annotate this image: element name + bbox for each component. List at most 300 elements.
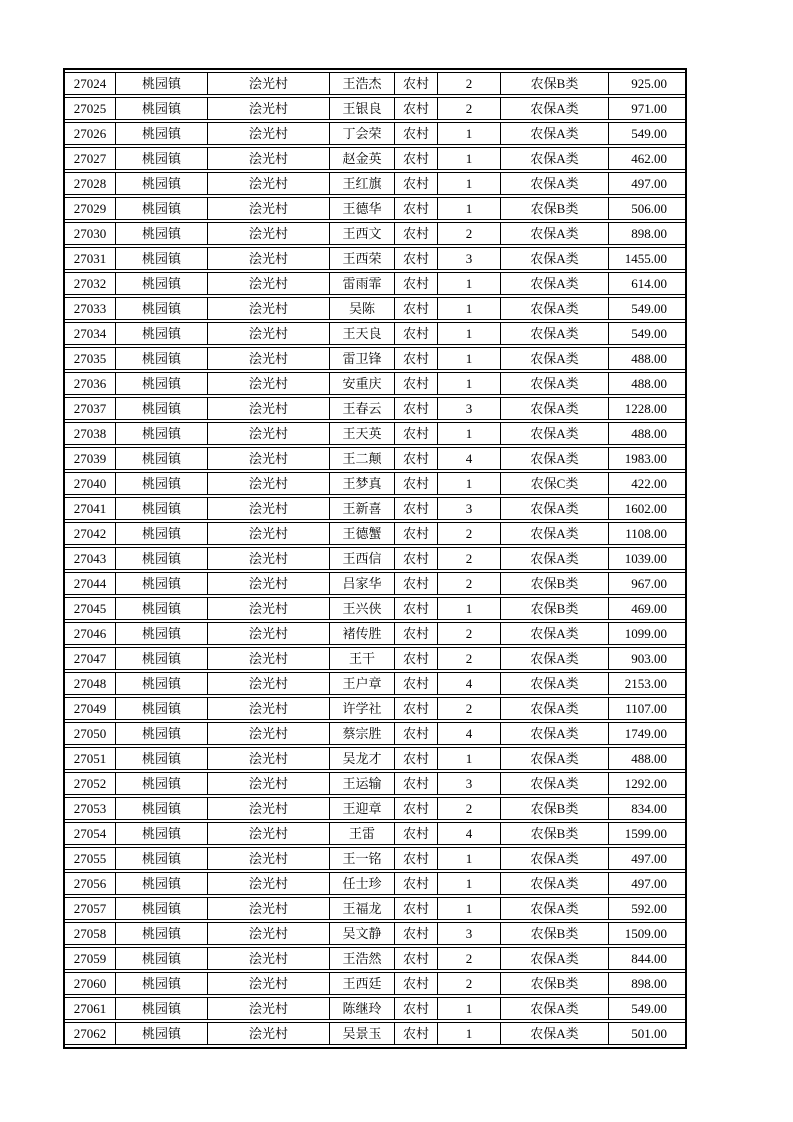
insurance-type: 农保C类: [500, 472, 608, 495]
table-row: [65, 872, 685, 895]
amount: 1509.00: [608, 922, 685, 945]
record-id: 27043: [65, 547, 115, 570]
category: 农村: [394, 522, 437, 545]
insurance-type: 农保A类: [500, 147, 608, 170]
record-id: 27028: [65, 172, 115, 195]
amount: 506.00: [608, 197, 685, 220]
table-row: [65, 797, 685, 820]
insurance-type: 农保A类: [500, 1022, 608, 1045]
town: 桃园镇: [115, 1022, 207, 1045]
village: 浍光村: [207, 122, 329, 145]
person-count: 2: [437, 697, 500, 720]
village: 浍光村: [207, 297, 329, 320]
person-count: 1: [437, 472, 500, 495]
person-count: 2: [437, 947, 500, 970]
person-count: 3: [437, 247, 500, 270]
insurance-type: 农保A类: [500, 247, 608, 270]
person-name: 赵金英: [329, 147, 394, 170]
table-row: [65, 647, 685, 670]
person-count: 1: [437, 272, 500, 295]
town: 桃园镇: [115, 747, 207, 770]
person-count: 2: [437, 647, 500, 670]
person-count: 1: [437, 197, 500, 220]
category: 农村: [394, 122, 437, 145]
category: 农村: [394, 347, 437, 370]
person-name: 王兴侠: [329, 597, 394, 620]
village: 浍光村: [207, 322, 329, 345]
town: 桃园镇: [115, 997, 207, 1020]
amount: 501.00: [608, 1022, 685, 1045]
category: 农村: [394, 447, 437, 470]
amount: 614.00: [608, 272, 685, 295]
record-id: 27059: [65, 947, 115, 970]
town: 桃园镇: [115, 147, 207, 170]
insurance-type: 农保A类: [500, 622, 608, 645]
table-row: [65, 997, 685, 1020]
town: 桃园镇: [115, 522, 207, 545]
record-id: 27024: [65, 72, 115, 95]
town: 桃园镇: [115, 97, 207, 120]
table-row: [65, 547, 685, 570]
record-id: 27062: [65, 1022, 115, 1045]
village: 浍光村: [207, 447, 329, 470]
town: 桃园镇: [115, 372, 207, 395]
category: 农村: [394, 497, 437, 520]
table-row: [65, 122, 685, 145]
person-count: 4: [437, 822, 500, 845]
town: 桃园镇: [115, 972, 207, 995]
table-row: [65, 97, 685, 120]
insurance-type: 农保A类: [500, 122, 608, 145]
town: 桃园镇: [115, 297, 207, 320]
category: 农村: [394, 972, 437, 995]
person-name: 王春云: [329, 397, 394, 420]
village: 浍光村: [207, 997, 329, 1020]
table-row: [65, 622, 685, 645]
town: 桃园镇: [115, 172, 207, 195]
insurance-type: 农保A类: [500, 897, 608, 920]
table-row: [65, 522, 685, 545]
person-name: 吴景玉: [329, 1022, 394, 1045]
category: 农村: [394, 197, 437, 220]
category: 农村: [394, 797, 437, 820]
category: 农村: [394, 1022, 437, 1045]
record-id: 27046: [65, 622, 115, 645]
village: 浍光村: [207, 1022, 329, 1045]
town: 桃园镇: [115, 122, 207, 145]
amount: 488.00: [608, 347, 685, 370]
category: 农村: [394, 572, 437, 595]
record-id: 27050: [65, 722, 115, 745]
record-id: 27058: [65, 922, 115, 945]
amount: 592.00: [608, 897, 685, 920]
table-row: [65, 947, 685, 970]
person-name: 雷卫锋: [329, 347, 394, 370]
category: 农村: [394, 897, 437, 920]
amount: 549.00: [608, 297, 685, 320]
village: 浍光村: [207, 497, 329, 520]
amount: 469.00: [608, 597, 685, 620]
table-row: [65, 722, 685, 745]
record-id: 27029: [65, 197, 115, 220]
person-count: 2: [437, 522, 500, 545]
person-name: 吴龙才: [329, 747, 394, 770]
town: 桃园镇: [115, 897, 207, 920]
person-name: 蔡宗胜: [329, 722, 394, 745]
insurance-type: 农保A类: [500, 222, 608, 245]
insurance-type: 农保A类: [500, 372, 608, 395]
person-name: 王西廷: [329, 972, 394, 995]
insurance-type: 农保A类: [500, 422, 608, 445]
town: 桃园镇: [115, 572, 207, 595]
category: 农村: [394, 472, 437, 495]
person-count: 1: [437, 372, 500, 395]
town: 桃园镇: [115, 622, 207, 645]
village: 浍光村: [207, 772, 329, 795]
category: 农村: [394, 297, 437, 320]
insurance-type: 农保A类: [500, 272, 608, 295]
village: 浍光村: [207, 197, 329, 220]
amount: 1983.00: [608, 447, 685, 470]
person-name: 王西文: [329, 222, 394, 245]
table-row: [65, 922, 685, 945]
category: 农村: [394, 422, 437, 445]
village: 浍光村: [207, 572, 329, 595]
table-row: [65, 1022, 685, 1045]
village: 浍光村: [207, 597, 329, 620]
record-id: 27037: [65, 397, 115, 420]
amount: 1749.00: [608, 722, 685, 745]
person-count: 3: [437, 497, 500, 520]
record-id: 27060: [65, 972, 115, 995]
village: 浍光村: [207, 172, 329, 195]
insurance-type: 农保A类: [500, 497, 608, 520]
person-count: 2: [437, 622, 500, 645]
village: 浍光村: [207, 547, 329, 570]
person-name: 吴文静: [329, 922, 394, 945]
record-id: 27061: [65, 997, 115, 1020]
village: 浍光村: [207, 422, 329, 445]
amount: 1455.00: [608, 247, 685, 270]
village: 浍光村: [207, 747, 329, 770]
insurance-type: 农保A类: [500, 647, 608, 670]
category: 农村: [394, 622, 437, 645]
record-id: 27054: [65, 822, 115, 845]
table-body: [65, 72, 685, 1045]
table-row: [65, 297, 685, 320]
person-name: 王浩然: [329, 947, 394, 970]
village: 浍光村: [207, 847, 329, 870]
amount: 1108.00: [608, 522, 685, 545]
category: 农村: [394, 672, 437, 695]
village: 浍光村: [207, 822, 329, 845]
person-count: 1: [437, 147, 500, 170]
village: 浍光村: [207, 922, 329, 945]
insurance-type: 农保A类: [500, 697, 608, 720]
person-count: 1: [437, 322, 500, 345]
town: 桃园镇: [115, 197, 207, 220]
village: 浍光村: [207, 972, 329, 995]
insurance-type: 农保A类: [500, 872, 608, 895]
record-id: 27033: [65, 297, 115, 320]
table-row: [65, 472, 685, 495]
town: 桃园镇: [115, 472, 207, 495]
category: 农村: [394, 997, 437, 1020]
person-count: 1: [437, 997, 500, 1020]
town: 桃园镇: [115, 72, 207, 95]
table-row: [65, 172, 685, 195]
town: 桃园镇: [115, 722, 207, 745]
record-id: 27049: [65, 697, 115, 720]
amount: 925.00: [608, 72, 685, 95]
town: 桃园镇: [115, 497, 207, 520]
record-id: 27027: [65, 147, 115, 170]
record-id: 27042: [65, 522, 115, 545]
person-name: 王迎章: [329, 797, 394, 820]
amount: 1599.00: [608, 822, 685, 845]
person-count: 2: [437, 572, 500, 595]
insurance-type: 农保B类: [500, 797, 608, 820]
person-name: 王德蟹: [329, 522, 394, 545]
person-name: 王西信: [329, 547, 394, 570]
record-id: 27031: [65, 247, 115, 270]
town: 桃园镇: [115, 947, 207, 970]
insurance-type: 农保A类: [500, 747, 608, 770]
village: 浍光村: [207, 222, 329, 245]
town: 桃园镇: [115, 272, 207, 295]
person-name: 丁会荣: [329, 122, 394, 145]
amount: 903.00: [608, 647, 685, 670]
town: 桃园镇: [115, 772, 207, 795]
person-name: 吴陈: [329, 297, 394, 320]
table-row: [65, 247, 685, 270]
insurance-type: 农保A类: [500, 397, 608, 420]
person-count: 1: [437, 1022, 500, 1045]
insurance-type: 农保A类: [500, 997, 608, 1020]
person-name: 安重庆: [329, 372, 394, 395]
amount: 488.00: [608, 372, 685, 395]
person-name: 王西荣: [329, 247, 394, 270]
person-count: 1: [437, 172, 500, 195]
table-row: [65, 222, 685, 245]
person-count: 2: [437, 97, 500, 120]
category: 农村: [394, 547, 437, 570]
person-count: 4: [437, 722, 500, 745]
table-row: [65, 397, 685, 420]
person-count: 1: [437, 297, 500, 320]
insurance-type: 农保A类: [500, 722, 608, 745]
category: 农村: [394, 97, 437, 120]
person-count: 1: [437, 747, 500, 770]
village: 浍光村: [207, 347, 329, 370]
amount: 1228.00: [608, 397, 685, 420]
insurance-type: 农保A类: [500, 522, 608, 545]
person-count: 3: [437, 397, 500, 420]
insurance-type: 农保A类: [500, 97, 608, 120]
table-row: [65, 847, 685, 870]
person-count: 1: [437, 847, 500, 870]
person-count: 4: [437, 447, 500, 470]
person-count: 4: [437, 672, 500, 695]
amount: 549.00: [608, 122, 685, 145]
category: 农村: [394, 147, 437, 170]
person-count: 1: [437, 422, 500, 445]
amount: 844.00: [608, 947, 685, 970]
amount: 834.00: [608, 797, 685, 820]
town: 桃园镇: [115, 397, 207, 420]
amount: 497.00: [608, 847, 685, 870]
town: 桃园镇: [115, 347, 207, 370]
amount: 1039.00: [608, 547, 685, 570]
insurance-type: 农保B类: [500, 972, 608, 995]
insurance-type: 农保B类: [500, 922, 608, 945]
record-id: 27032: [65, 272, 115, 295]
record-id: 27056: [65, 872, 115, 895]
category: 农村: [394, 272, 437, 295]
category: 农村: [394, 397, 437, 420]
insurance-type: 农保A类: [500, 347, 608, 370]
table-row: [65, 672, 685, 695]
amount: 549.00: [608, 322, 685, 345]
table-row: [65, 422, 685, 445]
insurance-type: 农保B类: [500, 197, 608, 220]
category: 农村: [394, 822, 437, 845]
table-row: [65, 822, 685, 845]
table-row: [65, 72, 685, 95]
table-row: [65, 272, 685, 295]
village: 浍光村: [207, 72, 329, 95]
record-id: 27036: [65, 372, 115, 395]
record-id: 27051: [65, 747, 115, 770]
table-row: [65, 772, 685, 795]
person-count: 2: [437, 222, 500, 245]
village: 浍光村: [207, 897, 329, 920]
village: 浍光村: [207, 272, 329, 295]
insurance-type: 农保A类: [500, 947, 608, 970]
amount: 898.00: [608, 222, 685, 245]
amount: 1292.00: [608, 772, 685, 795]
person-count: 2: [437, 547, 500, 570]
person-count: 1: [437, 897, 500, 920]
person-name: 王梦真: [329, 472, 394, 495]
record-id: 27053: [65, 797, 115, 820]
person-name: 陈继玲: [329, 997, 394, 1020]
town: 桃园镇: [115, 672, 207, 695]
record-id: 27048: [65, 672, 115, 695]
table-row: [65, 897, 685, 920]
person-name: 王红旗: [329, 172, 394, 195]
person-name: 褚传胜: [329, 622, 394, 645]
record-id: 27026: [65, 122, 115, 145]
category: 农村: [394, 597, 437, 620]
village: 浍光村: [207, 947, 329, 970]
insurance-type: 农保A类: [500, 772, 608, 795]
person-count: 3: [437, 772, 500, 795]
person-count: 2: [437, 72, 500, 95]
record-id: 27039: [65, 447, 115, 470]
category: 农村: [394, 647, 437, 670]
table-row: [65, 322, 685, 345]
table-row: [65, 597, 685, 620]
record-id: 27045: [65, 597, 115, 620]
person-name: 任士珍: [329, 872, 394, 895]
village: 浍光村: [207, 722, 329, 745]
town: 桃园镇: [115, 922, 207, 945]
amount: 488.00: [608, 747, 685, 770]
town: 桃园镇: [115, 872, 207, 895]
insurance-type: 农保A类: [500, 672, 608, 695]
person-count: 3: [437, 922, 500, 945]
person-name: 吕家华: [329, 572, 394, 595]
category: 农村: [394, 72, 437, 95]
category: 农村: [394, 172, 437, 195]
record-id: 27030: [65, 222, 115, 245]
category: 农村: [394, 372, 437, 395]
village: 浍光村: [207, 247, 329, 270]
insurance-type: 农保B类: [500, 597, 608, 620]
insurance-type: 农保A类: [500, 322, 608, 345]
record-id: 27047: [65, 647, 115, 670]
town: 桃园镇: [115, 547, 207, 570]
village: 浍光村: [207, 797, 329, 820]
town: 桃园镇: [115, 697, 207, 720]
amount: 898.00: [608, 972, 685, 995]
amount: 488.00: [608, 422, 685, 445]
town: 桃园镇: [115, 322, 207, 345]
person-name: 王德华: [329, 197, 394, 220]
record-id: 27055: [65, 847, 115, 870]
person-count: 1: [437, 872, 500, 895]
town: 桃园镇: [115, 847, 207, 870]
person-name: 王户章: [329, 672, 394, 695]
category: 农村: [394, 772, 437, 795]
amount: 971.00: [608, 97, 685, 120]
category: 农村: [394, 922, 437, 945]
insurance-type: 农保A类: [500, 172, 608, 195]
category: 农村: [394, 847, 437, 870]
record-id: 27035: [65, 347, 115, 370]
insurance-type: 农保B类: [500, 72, 608, 95]
person-name: 王运输: [329, 772, 394, 795]
person-count: 2: [437, 972, 500, 995]
person-count: 1: [437, 122, 500, 145]
record-id: 27057: [65, 897, 115, 920]
record-id: 27038: [65, 422, 115, 445]
person-name: 王干: [329, 647, 394, 670]
table-row: [65, 497, 685, 520]
insurance-type: 农保B类: [500, 572, 608, 595]
amount: 497.00: [608, 872, 685, 895]
person-name: 王雷: [329, 822, 394, 845]
person-name: 许学社: [329, 697, 394, 720]
person-name: 王新喜: [329, 497, 394, 520]
category: 农村: [394, 322, 437, 345]
person-name: 王一铭: [329, 847, 394, 870]
table-row: [65, 747, 685, 770]
town: 桃园镇: [115, 447, 207, 470]
record-id: 27025: [65, 97, 115, 120]
amount: 497.00: [608, 172, 685, 195]
town: 桃园镇: [115, 597, 207, 620]
person-name: 王福龙: [329, 897, 394, 920]
person-name: 王二颠: [329, 447, 394, 470]
table-row: [65, 697, 685, 720]
town: 桃园镇: [115, 797, 207, 820]
village: 浍光村: [207, 872, 329, 895]
town: 桃园镇: [115, 822, 207, 845]
record-id: 27041: [65, 497, 115, 520]
insurance-type: 农保A类: [500, 297, 608, 320]
